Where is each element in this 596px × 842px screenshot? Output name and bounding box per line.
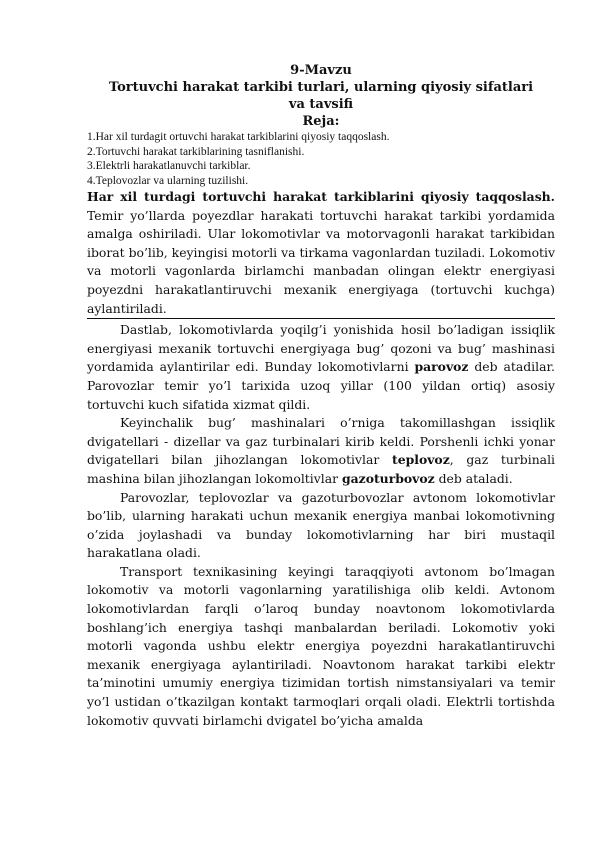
term-gazoturbovoz: gazoturbovoz: [341, 470, 435, 486]
section-heading: Har xil turdagi tortuvchi harakat tarkiblarini qiyosiy taqqoslash.: [87, 189, 555, 204]
plan-item: 2.Tortuvchi harakat tarkiblarining tasniflanishi.: [87, 145, 305, 158]
plan-item: 3.Elektrli harakatlanuvchi tarkiblar.: [87, 160, 251, 172]
paragraph: Dastlab, lokomotivlarda yoqilg’i yonishida hosil bo’ladigan issiqlik energiyasi mexanik tortuvchi energiyaga bug’ qozoni va bug’ mashinasi yordamida aylantirilar edi. Bunday lokomotivlarni parovoz deb atadilar. Parovozlar temir yo’l tarixida uzoq yillar (100 yildan ortiq) asosiy tortuvchi kuch sifatida xizmat qildi.: [87, 322, 555, 412]
plan-item: 1.Har xil turdagit ortuvchi harakat tarkiblarini qiyosiy taqqoslash.: [87, 131, 390, 143]
topic-title: Tortuvchi harakat tarkibi turlari, ularning qiyosiy sifatlari va tavsifi: [108, 80, 534, 112]
term-parovoz: parovoz: [414, 359, 469, 375]
term-teplovoz: teplovoz: [391, 452, 450, 468]
paragraph: Keyinchalik bug’ mashinalari o’rniga takomillashgan issiqlik dvigatellari - dizellar va gaz turbinalari kirib keldi. Porshenli ichki yonar dvigatellari bilan jihozlangan lokomotivlar teplovoz, gaz turbinali mashina bilan jihozlangan lokomoltivlar gazoturbovoz deb ataladi.: [87, 415, 555, 486]
topic-number: 9-Mavzu: [290, 63, 352, 78]
section-intro-text: Temir yo’llarda poyezdlar harakati tortuvchi harakat tarkibi yordamida amalga oshiriladi. Ular lokomotivlar va motorvagonli harakat tarkibidan iborat bo’lib, keyingisi motorli va tirkama vagonlardan tuziladi. Lokomotiv va motorli vagonlarda birlamchi manbadan olingan elektr energiyasi poyezdni harakatlantiruvchi mexanik energiyaga (tortuvchi kuchga) aylantiriladi.: [87, 207, 555, 316]
paragraph: Parovozlar, teplovozlar va gazoturbovozlar avtonom lokomotivlar bo’lib, ularning harakati uchun mexanik energiya manbai lokomotivning o’zida joylashadi va bunday lokomotivlarning har biri mustaqil harakatlana oladi.: [87, 489, 555, 561]
plan-label: Reja:: [302, 114, 340, 129]
plan-item: 4.Teplovozlar va ularning tuzilishi.: [87, 174, 249, 187]
document-page: [87, 62, 555, 730]
plan-list: [87, 130, 555, 188]
paragraph: Transport texnikasining keyingi taraqqiyoti avtonom bo’lmagan lokomotiv va motorli vagonlarning yaratilishiga olib keldi. Avtonom lokomotivlardan farqli o’laroq bunday noavtonom lokomotivlarda boshlang’ich energiya tashqi manbalardan beriladi. Lokomotiv yoki motorli vagonda ushbu elektr energiya poyezdni harakatlantiruvchi mexanik energiyaga aylantiriladi. Noavtonom harakat tarkibi elektr ta’minotini umumiy energiya tizimidan tortish nimstansiyalari va temir yo’l ustidan o’tkazilgan kontakt tarmoqlari orqali oladi. Elektrli tortishda lokomotiv quvvati birlamchi dvigatel bo’yicha amalda: [87, 563, 555, 728]
document-body: [87, 188, 555, 730]
section-intro: [87, 188, 555, 319]
